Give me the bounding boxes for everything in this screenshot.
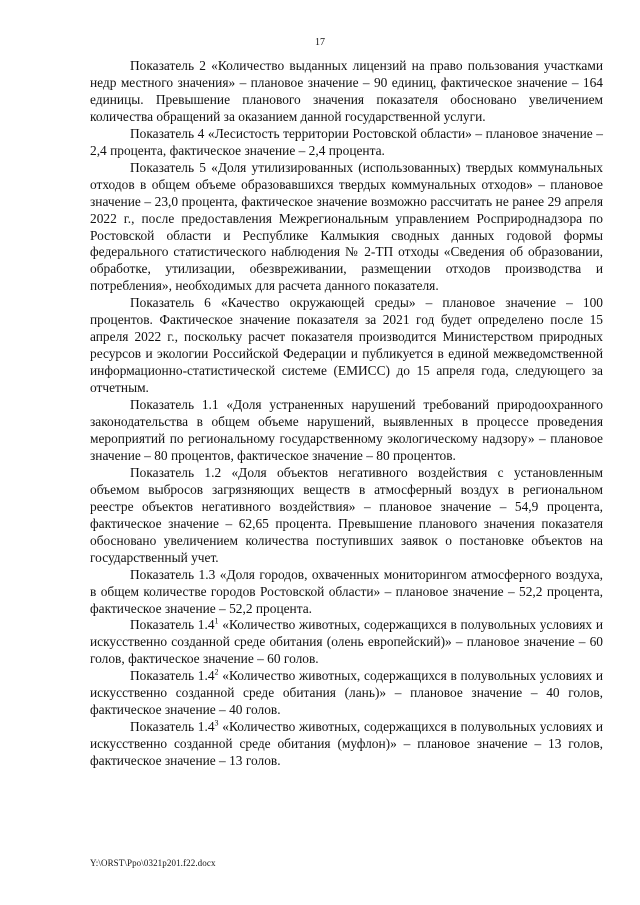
indicator-paragraph [90,465,603,567]
indicator-paragraph [90,668,603,719]
indicator-paragraph [90,719,603,770]
indicator-paragraph [90,160,603,296]
indicator-text: «Доля объектов негативного воздействия с установленным объемом выбросов загрязняющих веществ в атмосферный воздух в региональном реестре объектов негативного воздействия» – плановое значение – 54,9 процента, фактическое значение – 62,65 процента. Превышение планового значения показателя обосновано увеличением количества поступивших заявок о постановке объектов на государственный учет. [90,464,603,565]
indicator-paragraph [90,126,603,160]
indicator-text: «Доля утилизированных (использованных) твердых коммунальных отходов в общем объеме образовавшихся твердых коммунальных отходов» – плановое значение – 23,0 процента, фактическое значение возможно рассчитать не ранее 29 апреля 2022 г., после предоставления Межрегиональным управлением Росприроднадзора по Ростовской области и Республике Калмыкия сводных данных годовой формы федерального статистического наблюдения № 2-ТП отходы «Сведения об образовании, обработке, утилизации, обезвреживании, размещении отходов производства и потребления», необходимых для расчета данного показателя. [90,159,603,294]
indicator-label: Показатель 1.1 [130,397,219,413]
file-path-footer: Y:\ORST\Ppo\0321p201.f22.docx [90,858,216,868]
indicator-text: «Доля городов, охваченных мониторингом атмосферного воздуха, в общем количестве городов Ростовской области» – плановое значение – 52,2 процента, фактическое значение – 52,2 процента. [90,566,603,616]
indicator-paragraph [90,58,603,126]
indicator-superscript: 3 [214,718,219,728]
indicator-paragraph [90,567,603,618]
indicator-label: Показатель 4 [130,125,205,141]
indicator-text: «Количество животных, содержащихся в полувольных условиях и искусственно созданной среде обитания (олень европейский)» – плановое значение – 60 голов, фактическое значение – 60 голов. [90,617,603,667]
indicator-label: Показатель 5 [130,159,206,175]
indicator-text: «Количество животных, содержащихся в полувольных условиях и искусственно созданной среде обитания (муфлон)» – плановое значение – 13 голов, фактическое значение – 13 голов. [90,719,603,769]
indicator-label: Показатель 6 [130,295,211,311]
indicator-label: Показатель 1.4 [130,719,215,735]
indicator-label: Показатель 1.4 [130,668,215,684]
indicator-text: «Количество животных, содержащихся в полувольных условиях и искусственно созданной среде обитания (лань)» – плановое значение – 40 голов, фактическое значение – 40 голов. [90,668,603,718]
document-body [90,58,603,770]
indicator-paragraph [90,617,603,668]
indicator-label: Показатель 1.4 [130,617,215,633]
indicator-label: Показатель 1.3 [130,566,216,582]
indicator-label: Показатель 1.2 [130,464,222,480]
indicator-label: Показатель 2 [130,58,206,73]
indicator-text: «Качество окружающей среды» – плановое значение – 100 процентов. Фактическое значение показателя за 2021 год будет определено после 15 апреля 2022 г., поскольку расчет показателя производится Министерством природных ресурсов и экологии Российской Федерации и публикуется в единой межведомственной информационно-статистической системе (ЕМИСС) до 15 апреля года, следующего за отчетным. [90,295,603,396]
indicator-paragraph [90,295,603,397]
indicator-superscript: 2 [214,667,219,677]
indicator-text: «Количество выданных лицензий на право пользования участками недр местного значения» – плановое значение – 90 единиц, фактическое значение – 164 единицы. Превышение планового значения показателя обосновано увеличением количества обращений за оказанием данной государственной услуги. [90,58,603,124]
indicator-paragraph [90,397,603,465]
page-number: 17 [315,37,325,48]
indicator-text: «Доля устраненных нарушений требований природоохранного законодательства в общем объеме нарушений, выявленных в процессе проведения мероприятий по региональному государственному экологическому надзору» – плановое значение – 80 процентов, фактическое значение – 80 процентов. [90,397,603,463]
indicator-text: «Лесистость территории Ростовской области» – плановое значение – 2,4 процента, фактическое значение – 2,4 процента. [90,125,603,158]
indicator-superscript: 1 [214,616,219,626]
